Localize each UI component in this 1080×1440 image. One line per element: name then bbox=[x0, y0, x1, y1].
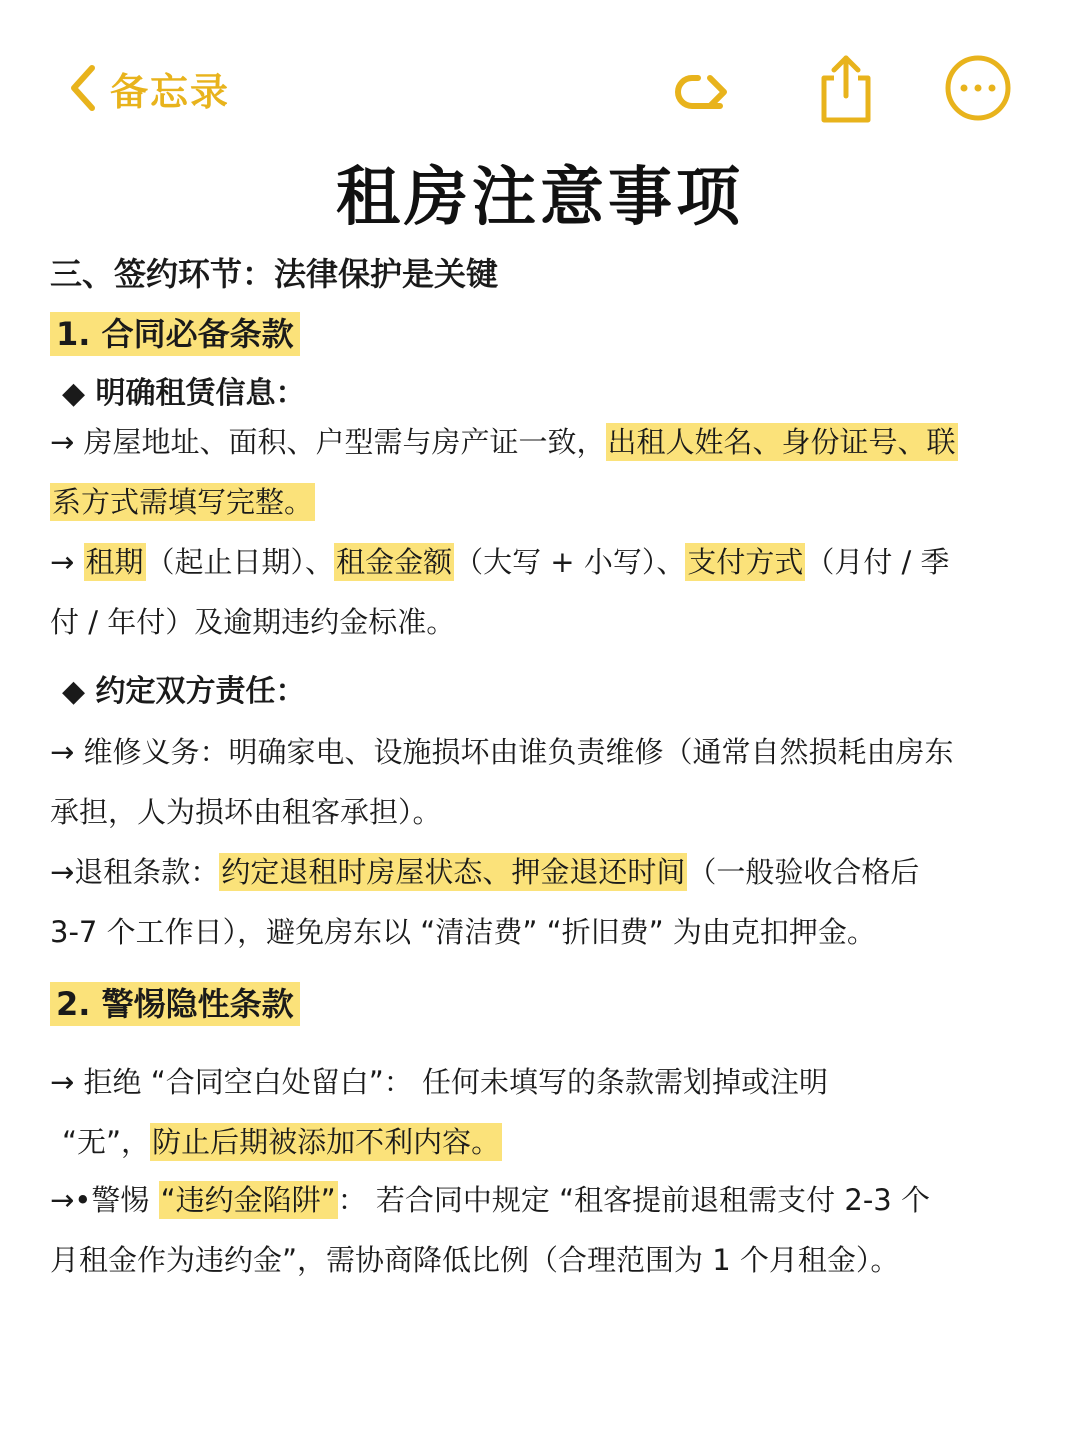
text-segment: → 房屋地址、面积、户型需与房产证一致， bbox=[50, 425, 606, 459]
text-line: → 拒绝 “合同空白处留白”： 任何未填写的条款需划掉或注明 bbox=[50, 1065, 829, 1099]
subsection-1-row bbox=[50, 312, 1040, 356]
note-title: 租房注意事项 bbox=[336, 161, 744, 235]
text-segment: →退租条款： bbox=[50, 855, 220, 889]
highlight-segment: 约定退租时房屋状态、押金退还时间 bbox=[221, 855, 686, 889]
text-line bbox=[50, 542, 1040, 582]
redo-button[interactable] bbox=[668, 56, 734, 122]
text-segment: （月付 / 季 bbox=[805, 545, 950, 579]
text-segment: （起止日期）、 bbox=[145, 545, 335, 579]
share-icon bbox=[812, 50, 880, 126]
text-line bbox=[50, 852, 1040, 892]
text-line: 付 / 年付）及逾期违约金标准。 bbox=[50, 605, 456, 639]
back-label: 备忘录 bbox=[110, 69, 231, 114]
subsection-2-heading: 2. 警惕隐性条款 bbox=[50, 982, 300, 1026]
text-line bbox=[62, 1122, 1052, 1162]
section-heading: 三、签约环节：法律保护是关键 bbox=[50, 255, 499, 293]
share-button[interactable] bbox=[812, 50, 880, 126]
text-segment: ： 若合同中规定 “租客提前退租需支付 2-3 个 bbox=[337, 1183, 930, 1217]
text-line bbox=[50, 1180, 1040, 1220]
text-line: 3-7 个工作日），避免房东以 “清洁费” “折旧费” 为由克扣押金。 bbox=[50, 915, 876, 949]
back-button[interactable] bbox=[66, 58, 230, 118]
highlight-segment: 租期 bbox=[85, 545, 144, 579]
highlight-segment: 租金金额 bbox=[336, 545, 453, 579]
highlight-segment: 系方式需填写完整。 bbox=[52, 485, 314, 519]
subsection-1-heading: 1. 合同必备条款 bbox=[50, 312, 300, 356]
text-segment: →•警惕 bbox=[50, 1183, 159, 1217]
text-line bbox=[50, 482, 1040, 522]
highlight-segment: 支付方式 bbox=[687, 545, 804, 579]
more-button[interactable] bbox=[942, 52, 1014, 124]
text-line: 月租金作为违约金”，需协商降低比例（合理范围为 1 个月租金）。 bbox=[50, 1243, 900, 1277]
subsection-2-row bbox=[50, 982, 1040, 1026]
more-icon bbox=[942, 52, 1014, 124]
top-navigation-bar bbox=[0, 0, 1080, 150]
highlight-segment: “违约金陷阱” bbox=[160, 1183, 336, 1217]
bullet-responsibilities: ◆ 约定双方责任： bbox=[62, 674, 306, 709]
highlight-segment: 出租人姓名、身份证号、联 bbox=[607, 425, 956, 459]
text-segment: （大写 + 小写）、 bbox=[454, 545, 686, 579]
bullet-rental-info: ◆ 明确租赁信息： bbox=[62, 376, 306, 411]
text-segment: “无”， bbox=[62, 1125, 151, 1159]
chevron-left-icon bbox=[66, 62, 100, 114]
text-line: 承担，人为损坏由租客承担）。 bbox=[50, 795, 442, 829]
text-line bbox=[50, 422, 1040, 462]
text-segment: （一般验收合格后 bbox=[687, 855, 920, 889]
highlight-segment: 防止后期被添加不利内容。 bbox=[152, 1125, 501, 1159]
text-line: → 维修义务：明确家电、设施损坏由谁负责维修（通常自然损耗由房东 bbox=[50, 735, 954, 769]
redo-icon bbox=[668, 56, 734, 122]
text-segment: → bbox=[50, 545, 84, 579]
